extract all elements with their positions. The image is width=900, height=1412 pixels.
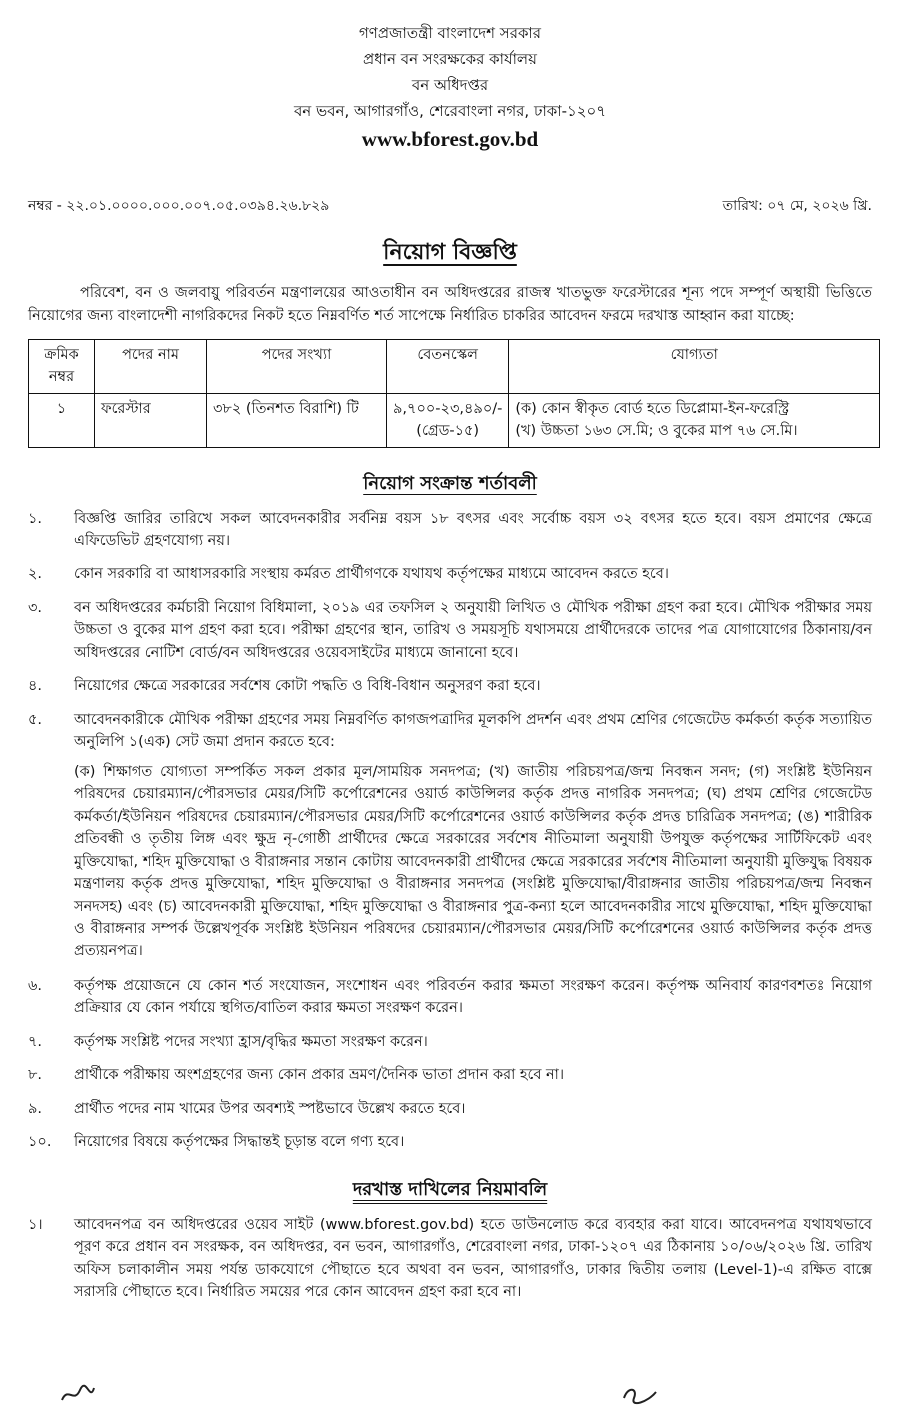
item-text: আবেদনকারীকে মৌখিক পরীক্ষা গ্রহণের সময় নিম্নবর্ণিত কাগজপত্রাদির মূলকপি প্রদর্শন এবং প্রথম শ্রেণির গেজেটেড কর্মকর্তা কর্তৃক সত্যায়িত অনুলিপি ১(এক) সেট জমা প্রদান করতে হবে: bbox=[74, 711, 872, 751]
list-item bbox=[28, 1064, 872, 1086]
item-text: বিজ্ঞপ্তি জারির তারিখে সকল আবেদনকারীর সর্বনিম্ন বয়স ১৮ বৎসর এবং সর্বোচ্চ বয়স ৩২ বৎসর হতে হবে। বয়স প্রমাণের ক্ষেত্রে এফিডেভিট গ্রহণযোগ্য নয়। bbox=[74, 510, 872, 549]
table-header-row bbox=[29, 339, 880, 393]
rules-title: দরখাস্ত দাখিলের নিয়মাবলি bbox=[352, 1178, 548, 1200]
cell-scale bbox=[387, 393, 509, 447]
item5-documents-detail: (ক) শিক্ষাগত যোগ্যতা সম্পর্কিত সকল প্রকার মূল/সাময়িক সনদপত্র; (খ) জাতীয় পরিচয়পত্র/জন্ম নিবন্ধন সনদ; (গ) সংশ্লিষ্ট ইউনিয়ন পরিষদের চেয়ারম্যান/পৌরসভার মেয়র/সিটি কর্পোরেশনের ওয়ার্ড কাউন্সিলর কর্তৃক প্রদত্ত নাগরিক সনদপত্র; (ঘ) প্রথম শ্রেণির গেজেটেড কর্মকর্তা/ইউনিয়ন পরিষদের চেয়ারম্যান/পৌরসভার মেয়র/সিটি কর্পোরেশনের ওয়ার্ড কাউন্সিলর কর্তৃক প্রদত্ত চারিত্রিক সনদপত্র; (ঙ) শারীরিক প্রতিবন্ধী ও তৃতীয় লিঙ্গ এবং ক্ষুদ্র নৃ-গোষ্ঠী প্রার্থীদের ক্ষেত্রে সরকারের সর্বশেষ নীতিমালা অনুযায়ী উপযুক্ত কর্তৃপক্ষের সার্টিফিকেট এবং মুক্তিযোদ্ধা, শহিদ মুক্তিযোদ্ধা ও বীরাঙ্গনার সন্তান কোটায় আবেদনকারী প্রার্থীদের ক্ষেত্রে সরকারের সর্বশেষ নীতিমালা অনুযায়ী মুক্তিযুদ্ধ বিষয়ক মন্ত্রণালয় কর্তৃক প্রদত্ত মুক্তিযোদ্ধা, শহিদ মুক্তিযোদ্ধা ও বীরাঙ্গনার সনদপত্র (সংশ্লিষ্ট মুক্তিযোদ্ধা/বীরাঙ্গনার জাতীয় পরিচয়পত্র/জন্ম নিবন্ধন সনদসহ) এবং (চ) আবেদনকারী মুক্তিযোদ্ধা, শহিদ মুক্তিযোদ্ধা ও বীরাঙ্গনার পুত্র-কন্যা হলে আবেদনকারীর সাথে মুক্তিযোদ্ধা, শহিদ মুক্তিযোদ্ধা ও বীরাঙ্গনার সম্পর্ক উল্লেখপূর্বক সংশ্লিষ্ট ইউনিয়ন পরিষদের চেয়ারম্যান/পৌরসভার মেয়র/সিটি কর্পোরেশনের ওয়ার্ড কাউন্সিলর কর্তৃক প্রদত্ত প্রত্যয়নপত্র। bbox=[74, 763, 872, 960]
letterhead bbox=[0, 20, 900, 154]
item-text: বন অধিদপ্তরের কর্মচারী নিয়োগ বিধিমালা, ২০১৯ এর তফসিল ২ অনুযায়ী লিখিত ও মৌখিক পরীক্ষা গ্রহণ করা হবে। মৌখিক পরীক্ষার সময় উচ্চতা ও বুকের মাপ গ্রহণ করা হবে। পরীক্ষা গ্রহণের স্থান, তারিখ ও সময়সূচি যথাসময়ে প্রার্থীদেরকে তাদের পত্র যোগাযোগের ঠিকানায়/বন অধিদপ্তরের নোটিশ বোর্ড/বন অধিদপ্তরের ওয়েবসাইটের মাধ্যমে জানানো হবে। bbox=[74, 599, 872, 661]
department-name: বন অধিদপ্তর bbox=[411, 76, 489, 94]
item-text: কোন সরকারি বা আধাসরকারি সংস্থায় কর্মরত প্রার্থীগণকে যথাযথ কর্তৃপক্ষের মাধ্যমে আবেদন করতে হবে। bbox=[74, 566, 669, 583]
item-text: নিয়োগের বিষয়ে কর্তৃপক্ষের সিদ্ধান্তই চূড়ান্ত বলে গণ্য হবে। bbox=[74, 1134, 405, 1151]
list-item bbox=[28, 1131, 872, 1153]
govt-name: গণপ্রজাতন্ত্রী বাংলাদেশ সরকার bbox=[358, 24, 542, 42]
col-count: পদের সংখ্যা bbox=[207, 339, 387, 393]
item-text: নিয়োগের ক্ষেত্রে সরকারের সর্বশেষ কোটা পদ্ধতি ও বিধি-বিধান অনুসরণ করা হবে। bbox=[74, 678, 541, 695]
notice-title bbox=[0, 236, 900, 270]
reference-row bbox=[28, 196, 872, 218]
posts-table bbox=[28, 339, 880, 448]
item-number: ২. bbox=[28, 566, 43, 583]
intro-paragraph: পরিবেশ, বন ও জলবায়ু পরিবর্তন মন্ত্রণালয়ের আওতাধীন বন অধিদপ্তরের রাজস্ব খাতভুক্ত ফরেস্টারের শূন্য পদে সম্পূর্ণ অস্থায়ী ভিত্তিতে নিয়োগের জন্য বাংলাদেশী নাগরিকদের নিকট হতে নিম্নবর্ণিত শর্ত সাপেক্ষে নির্ধারিত চাকরির আবেদন ফরমে দরখাস্ত আহ্বান করা যাচ্ছে: bbox=[28, 284, 872, 325]
memo-date: তারিখ: ০৭ মে, ২০২৬ খ্রি. bbox=[722, 198, 872, 214]
item-text: কর্তৃপক্ষ প্রয়োজনে যে কোন শর্ত সংযোজন, সংশোধন এবং পরিবর্তন করার ক্ষমতা সংরক্ষণ করেন। কর্তৃপক্ষ অনিবার্য কারণবশতঃ নিয়োগ প্রক্রিয়ার যে কোন পর্যায়ে স্থগিত/বাতিল করার ক্ষমতা সংরক্ষণ করেন। bbox=[74, 977, 872, 1017]
item-number: ৯. bbox=[28, 1100, 43, 1117]
conditions-title: নিয়োগ সংক্রান্ত শর্তাবলী bbox=[363, 472, 537, 494]
item-text: কর্তৃপক্ষ সংশ্লিষ্ট পদের সংখ্যা হ্রাস/বৃদ্ধির ক্ষমতা সংরক্ষণ করেন। bbox=[74, 1033, 428, 1050]
item-number: ১। bbox=[28, 1216, 43, 1233]
office-address: বন ভবন, আগারগাঁও, শেরেবাংলা নগর, ঢাকা-১২০৭ bbox=[293, 102, 607, 120]
notice-title-text: নিয়োগ বিজ্ঞপ্তি bbox=[383, 239, 517, 265]
list-item bbox=[28, 1214, 872, 1304]
list-item bbox=[28, 1031, 872, 1053]
scale-value: ৯,৭০০-২৩,৪৯০/- bbox=[393, 400, 503, 417]
item-number: ৪. bbox=[28, 678, 43, 695]
item-number: ১০. bbox=[28, 1134, 52, 1151]
col-post: পদের নাম bbox=[95, 339, 207, 393]
item-number: ৬. bbox=[28, 977, 43, 994]
table-row bbox=[29, 393, 880, 447]
item-number: ৩. bbox=[28, 599, 43, 616]
list-item bbox=[28, 709, 872, 754]
list-item bbox=[28, 597, 872, 664]
list-item bbox=[28, 675, 872, 697]
initial-signature-right bbox=[620, 1382, 660, 1406]
item-number: ৭. bbox=[28, 1033, 43, 1050]
office-name: প্রধান বন সংরক্ষকের কার্যালয় bbox=[363, 50, 537, 68]
conditions-list bbox=[28, 508, 872, 754]
rules-list bbox=[28, 1214, 872, 1304]
col-qualification: যোগ্যতা bbox=[509, 339, 880, 393]
initial-signature-left bbox=[58, 1382, 98, 1406]
list-item bbox=[28, 563, 872, 585]
item-number: ১. bbox=[28, 510, 43, 527]
item-number: ৮. bbox=[28, 1067, 43, 1084]
item-number: ৫. bbox=[28, 711, 43, 728]
conditions-list-continued bbox=[28, 975, 872, 1154]
qualification-a: (ক) কোন স্বীকৃত বোর্ড হতে ডিপ্লোমা-ইন-ফরেস্ট্রি bbox=[515, 400, 790, 417]
item-text: প্রার্থীত পদের নাম খামের উপর অবশ্যই স্পষ্টভাবে উল্লেখ করতে হবে। bbox=[74, 1100, 466, 1117]
list-item bbox=[28, 975, 872, 1020]
item-text: আবেদনপত্র বন অধিদপ্তরের ওয়েব সাইট (www.bforest.gov.bd) হতে ডাউনলোড করে ব্যবহার করা যাবে। আবেদনপত্র যথাযথভাবে পূরণ করে প্রধান বন সংরক্ষক, বন অধিদপ্তর, বন ভবন, আগারগাঁও, শেরেবাংলা নগর, ঢাকা-১২০৭ এর ঠিকানায় ১০/০৬/২০২৬ খ্রি. তারিখ অফিস চলাকালীন সময় পর্যন্ত ডাকযোগে পৌছাতে হবে অথবা বন ভবন, আগারগাঁও, ঢাকার দ্বিতীয় তলায় (Level-1)-এ রক্ষিত বাক্সে সরাসরি পৌছাতে হবে। নির্ধারিত সময়ের পরে কোন আবেদন গ্রহণ করা হবে না। bbox=[74, 1216, 872, 1301]
item-text: প্রার্থীকে পরীক্ষায় অংশগ্রহণের জন্য কোন প্রকার ভ্রমণ/দৈনিক ভাতা প্রদান করা হবে না। bbox=[74, 1067, 565, 1084]
cell-count: ৩৮২ (তিনশত বিরাশি) টি bbox=[207, 393, 387, 447]
conditions-heading bbox=[0, 470, 900, 498]
cell-qualification bbox=[509, 393, 880, 447]
rules-heading bbox=[0, 1176, 900, 1204]
qualification-b: (খ) উচ্চতা ১৬৩ সে.মি; ও বুকের মাপ ৭৬ সে.মি। bbox=[515, 423, 798, 440]
col-serial: ক্রমিক নম্বর bbox=[29, 339, 95, 393]
website-url[interactable]: www.bforest.gov.bd bbox=[361, 127, 539, 151]
cell-serial: ১ bbox=[29, 393, 95, 447]
memo-number: নম্বর - ২২.০১.০০০০.০০০.০০৭.০৫.০৩৯৪.২৬.৮২৯ bbox=[28, 198, 330, 214]
col-scale: বেতনস্কেল bbox=[387, 339, 509, 393]
list-item bbox=[28, 508, 872, 553]
cell-post: ফরেস্টার bbox=[95, 393, 207, 447]
list-item bbox=[28, 1098, 872, 1120]
grade-value: (গ্রেড-১৫) bbox=[416, 423, 480, 440]
